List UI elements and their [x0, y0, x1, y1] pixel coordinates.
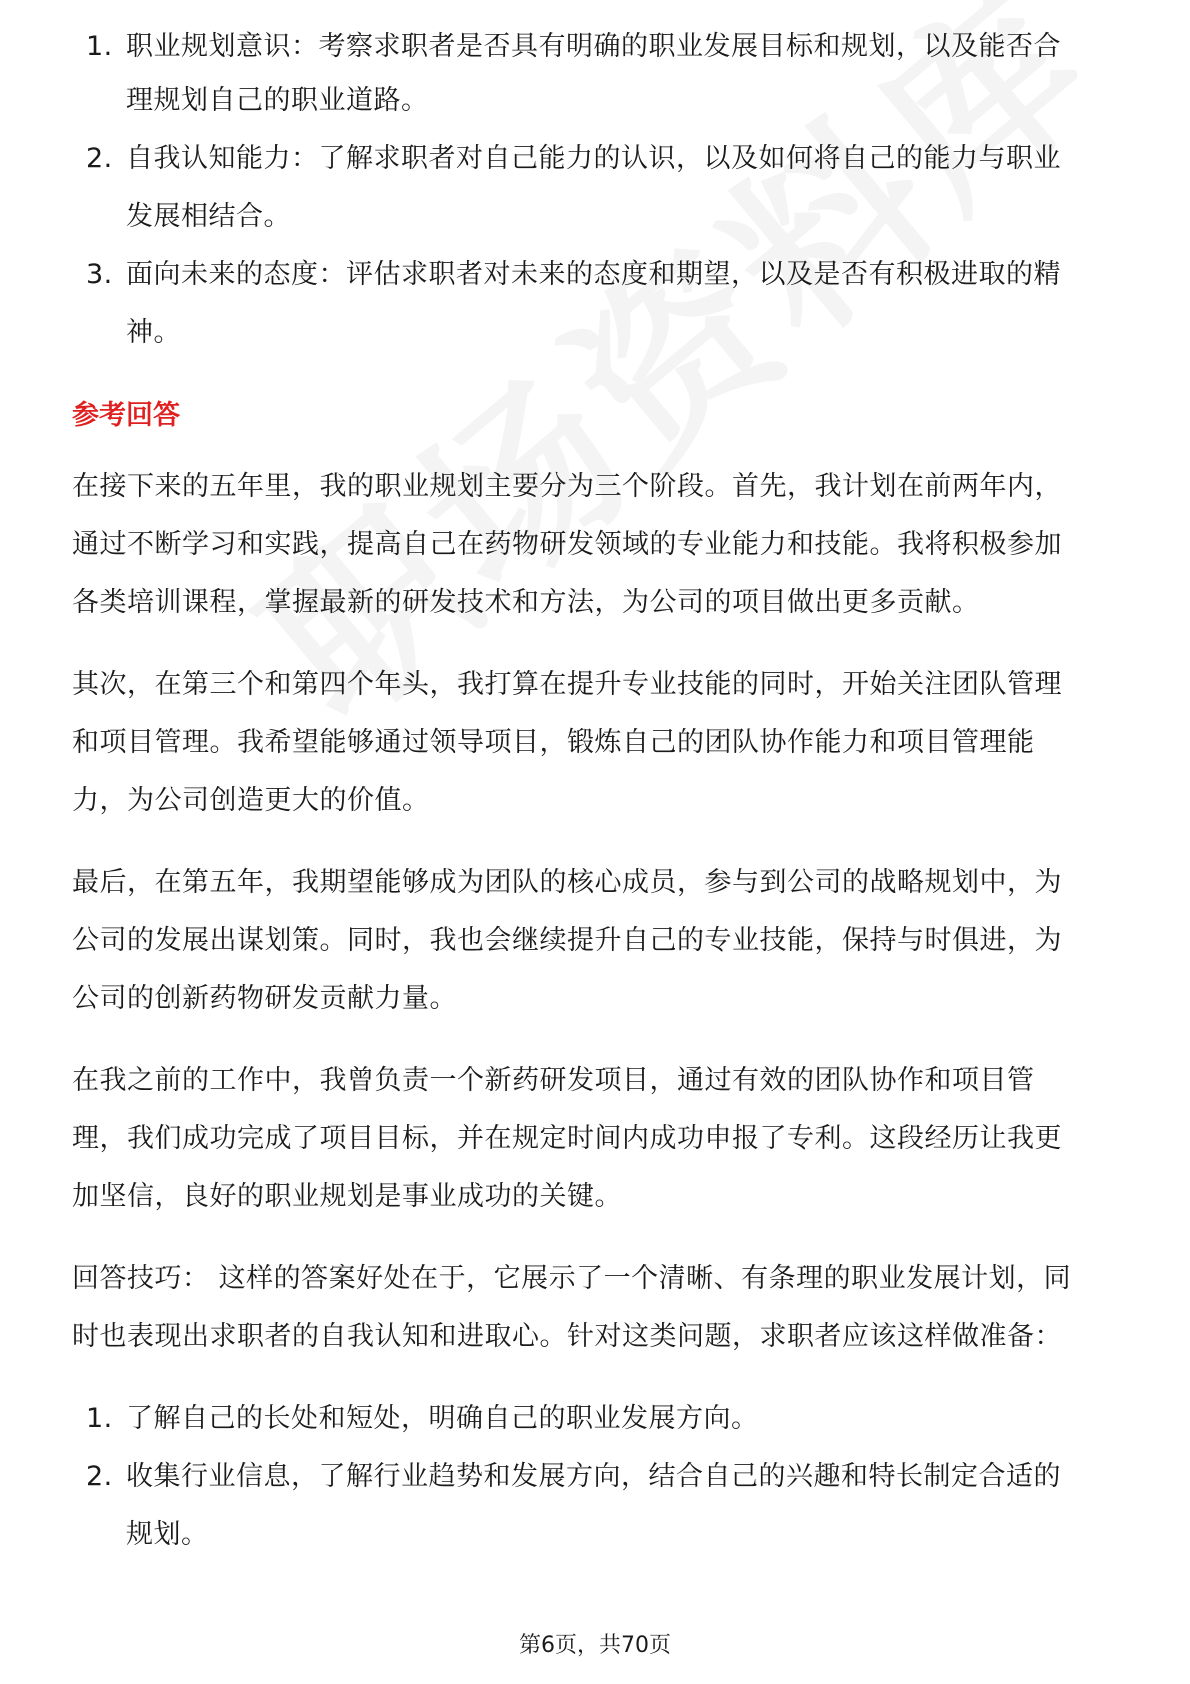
list-item — [72, 72, 1132, 130]
page-content — [72, 30, 1132, 1564]
criteria-list — [72, 72, 1132, 362]
list-number: 2. — [86, 143, 113, 174]
paragraph-line: 在我之前的工作中，我曾负责一个新药研发项目，通过有效的团队协作和项目管 — [72, 1065, 1035, 1096]
page-number-footer: 第6页，共70页 — [519, 1633, 671, 1658]
list-item — [72, 246, 1132, 304]
preparation-list — [72, 1390, 1132, 1564]
answer-tips-paragraph — [72, 1250, 1132, 1366]
list-number: 1. — [86, 1403, 113, 1434]
list-text: 发展相结合。 — [126, 201, 291, 232]
list-item — [72, 1390, 1132, 1448]
list-text: 理规划自己的职业道路。 — [126, 85, 429, 116]
paragraph — [72, 854, 1132, 1028]
paragraph — [72, 656, 1132, 830]
paragraph-line: 在接下来的五年里，我的职业规划主要分为三个阶段。首先，我计划在前两年内， — [72, 471, 1062, 502]
list-item — [72, 130, 1132, 188]
paragraph-line: 加坚信，良好的职业规划是事业成功的关键。 — [72, 1181, 622, 1212]
list-text: 职业规划意识：考察求职者是否具有明确的职业发展目标和规划，以及能否合 — [126, 31, 1061, 62]
list-item — [72, 1448, 1132, 1506]
list-text: 规划。 — [126, 1519, 209, 1550]
list-text: 神。 — [126, 317, 181, 348]
paragraph-line: 其次，在第三个和第四个年头，我打算在提升专业技能的同时，开始关注团队管理 — [72, 669, 1062, 700]
paragraph-line: 回答技巧： 这样的答案好处在于，它展示了一个清晰、有条理的职业发展计划，同 — [72, 1263, 1072, 1294]
clipped-list-item — [72, 30, 1132, 74]
list-number: 2. — [86, 1461, 113, 1492]
paragraph-line: 理，我们成功完成了项目目标，并在规定时间内成功申报了专利。这段经历让我更 — [72, 1123, 1062, 1154]
list-text: 自我认知能力：了解求职者对自己能力的认识，以及如何将自己的能力与职业 — [126, 143, 1061, 174]
paragraph-line: 公司的创新药物研发贡献力量。 — [72, 983, 457, 1014]
list-item — [72, 30, 1132, 74]
paragraph-line: 公司的发展出谋划策。同时，我也会继续提升自己的专业技能，保持与时俱进，为 — [72, 925, 1062, 956]
list-item — [72, 304, 1132, 362]
paragraph — [72, 458, 1132, 632]
list-number: 1. — [86, 31, 113, 62]
list-text: 面向未来的态度：评估求职者对未来的态度和期望，以及是否有积极进取的精 — [126, 259, 1061, 290]
section-title: 参考回答 — [72, 400, 180, 431]
paragraph-line: 力，为公司创造更大的价值。 — [72, 785, 430, 816]
list-item — [72, 1506, 1132, 1564]
paragraph-line: 通过不断学习和实践，提高自己在药物研发领域的专业能力和技能。我将积极参加 — [72, 529, 1062, 560]
paragraph — [72, 1052, 1132, 1226]
paragraph-line: 各类培训课程，掌握最新的研发技术和方法，为公司的项目做出更多贡献。 — [72, 587, 980, 618]
list-item — [72, 188, 1132, 246]
paragraph-line: 和项目管理。我希望能够通过领导项目，锻炼自己的团队协作能力和项目管理能 — [72, 727, 1035, 758]
list-text: 了解自己的长处和短处，明确自己的职业发展方向。 — [126, 1403, 759, 1434]
list-number: 3. — [86, 259, 113, 290]
list-text: 收集行业信息，了解行业趋势和发展方向，结合自己的兴趣和特长制定合适的 — [126, 1461, 1061, 1492]
paragraph-line: 时也表现出求职者的自我认知和进取心。针对这类问题，求职者应该这样做准备： — [72, 1321, 1062, 1352]
paragraph-line: 最后，在第五年，我期望能够成为团队的核心成员，参与到公司的战略规划中，为 — [72, 867, 1062, 898]
